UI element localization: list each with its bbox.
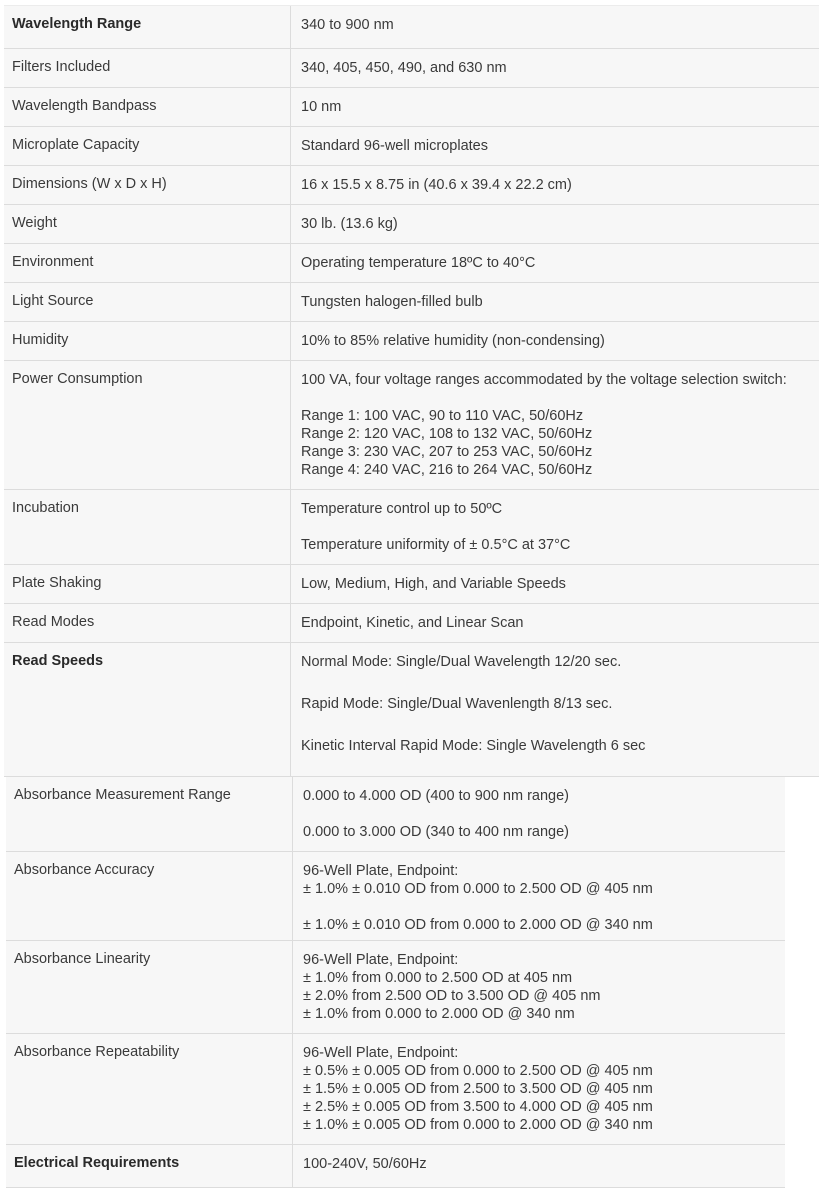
spec-row — [6, 1145, 785, 1188]
spec-label: Electrical Requirements — [6, 1145, 293, 1187]
spec-label: Absorbance Repeatability — [6, 1034, 293, 1144]
spec-value-line: 96-Well Plate, Endpoint: — [303, 1045, 459, 1061]
spec-value-line: 30 lb. (13.6 kg) — [301, 216, 398, 232]
spec-value-line: 0.000 to 3.000 OD (340 to 400 nm range) — [303, 824, 570, 840]
spec-value-line: Range 4: 240 VAC, 216 to 264 VAC, 50/60Hz — [301, 462, 593, 478]
spec-value-line: Range 3: 230 VAC, 207 to 253 VAC, 50/60Hz — [301, 444, 593, 460]
spec-label: Wavelength Bandpass — [4, 88, 291, 126]
spec-value-line: 10% to 85% relative humidity (non-condensing) — [301, 333, 605, 349]
spec-value — [291, 565, 819, 603]
spec-value-line: Kinetic Interval Rapid Mode: Single Wavelength 6 sec — [301, 738, 646, 754]
spec-row — [4, 5, 819, 49]
spec-value-line: ± 0.5% ± 0.005 OD from 0.000 to 2.500 OD @ 405 nm — [303, 1063, 653, 1079]
spec-value-line: ± 1.0% ± 0.010 OD from 0.000 to 2.000 OD @ 340 nm — [303, 917, 653, 933]
spec-label: Environment — [4, 244, 291, 282]
spec-table-bottom — [6, 777, 785, 1188]
spec-value — [291, 127, 819, 165]
spec-value-line: 100 VA, four voltage ranges accommodated by the voltage selection switch: — [301, 372, 787, 388]
spec-value-line: ± 2.0% from 2.500 OD to 3.500 OD @ 405 nm — [303, 988, 601, 1004]
spec-value-line: 340 to 900 nm — [301, 17, 394, 33]
spec-value-line: Rapid Mode: Single/Dual Wavenlength 8/13 sec. — [301, 696, 613, 712]
spec-value-line: 340, 405, 450, 490, and 630 nm — [301, 60, 507, 76]
spec-value — [291, 244, 819, 282]
spec-value-line: Range 1: 100 VAC, 90 to 110 VAC, 50/60Hz — [301, 408, 584, 424]
spec-row — [4, 490, 819, 565]
spec-table-top — [4, 5, 819, 777]
spec-value — [293, 1145, 785, 1187]
spec-label: Read Speeds — [4, 643, 291, 776]
spec-value — [293, 852, 785, 940]
spec-row — [4, 244, 819, 283]
spec-value — [291, 49, 819, 87]
spec-row — [4, 205, 819, 244]
spec-value-line: 100-240V, 50/60Hz — [303, 1156, 427, 1172]
spec-value-line: Temperature uniformity of ± 0.5°C at 37°C — [301, 537, 571, 553]
spec-value — [293, 941, 785, 1033]
spec-value-line: Tungsten halogen-filled bulb — [301, 294, 483, 310]
spec-label: Power Consumption — [4, 361, 291, 489]
spec-label: Wavelength Range — [4, 6, 291, 48]
spec-row — [4, 565, 819, 604]
spec-value-line: ± 1.0% ± 0.010 OD from 0.000 to 2.500 OD @ 405 nm — [303, 881, 653, 897]
spec-value-line: ± 2.5% ± 0.005 OD from 3.500 to 4.000 OD @ 405 nm — [303, 1099, 653, 1115]
spec-row — [4, 643, 819, 777]
spec-value-line: 96-Well Plate, Endpoint: — [303, 952, 459, 968]
spec-value — [293, 777, 785, 851]
spec-label: Light Source — [4, 283, 291, 321]
spec-row — [4, 361, 819, 490]
spec-value-line: 0.000 to 4.000 OD (400 to 900 nm range) — [303, 788, 570, 804]
spec-row — [4, 322, 819, 361]
spec-value — [291, 604, 819, 642]
spec-row — [4, 604, 819, 643]
spec-value — [291, 283, 819, 321]
spec-row — [6, 941, 785, 1034]
spec-row — [6, 1034, 785, 1145]
spec-label: Incubation — [4, 490, 291, 564]
spec-value — [291, 6, 819, 48]
spec-value-line: ± 1.5% ± 0.005 OD from 2.500 to 3.500 OD @ 405 nm — [303, 1081, 653, 1097]
spec-value — [291, 166, 819, 204]
spec-value — [291, 490, 819, 564]
spec-value-line: Normal Mode: Single/Dual Wavelength 12/20 sec. — [301, 654, 622, 670]
spec-row — [4, 88, 819, 127]
spec-row — [4, 49, 819, 88]
spec-value-line: Operating temperature 18ºC to 40°C — [301, 255, 536, 271]
spec-label: Read Modes — [4, 604, 291, 642]
spec-value-line: ± 1.0% from 0.000 to 2.500 OD at 405 nm — [303, 970, 573, 986]
spec-value-line: Standard 96-well microplates — [301, 138, 488, 154]
spec-label: Absorbance Linearity — [6, 941, 293, 1033]
spec-value — [291, 205, 819, 243]
spec-value-line: Low, Medium, High, and Variable Speeds — [301, 576, 566, 592]
spec-label: Absorbance Measurement Range — [6, 777, 293, 851]
spec-label: Absorbance Accuracy — [6, 852, 293, 940]
spec-label: Filters Included — [4, 49, 291, 87]
spec-value-line: Range 2: 120 VAC, 108 to 132 VAC, 50/60Hz — [301, 426, 593, 442]
spec-label: Dimensions (W x D x H) — [4, 166, 291, 204]
spec-label: Plate Shaking — [4, 565, 291, 603]
spec-row — [4, 127, 819, 166]
spec-value-line: Temperature control up to 50ºC — [301, 501, 503, 517]
spec-value — [293, 1034, 785, 1144]
spec-value-line: ± 1.0% ± 0.005 OD from 0.000 to 2.000 OD @ 340 nm — [303, 1117, 653, 1133]
spec-value — [291, 361, 819, 489]
spec-value-line: ± 1.0% from 0.000 to 2.000 OD @ 340 nm — [303, 1006, 575, 1022]
spec-row — [6, 852, 785, 941]
spec-value-line: 16 x 15.5 x 8.75 in (40.6 x 39.4 x 22.2 cm) — [301, 177, 572, 193]
spec-value — [291, 643, 819, 776]
spec-label: Weight — [4, 205, 291, 243]
spec-value-line: 96-Well Plate, Endpoint: — [303, 863, 459, 879]
spec-value-line: Endpoint, Kinetic, and Linear Scan — [301, 615, 524, 631]
spec-value-line: 10 nm — [301, 99, 342, 115]
spec-row — [4, 166, 819, 205]
spec-value — [291, 88, 819, 126]
spec-value — [291, 322, 819, 360]
spec-label: Humidity — [4, 322, 291, 360]
spec-row — [4, 283, 819, 322]
spec-label: Microplate Capacity — [4, 127, 291, 165]
spec-row — [6, 777, 785, 852]
